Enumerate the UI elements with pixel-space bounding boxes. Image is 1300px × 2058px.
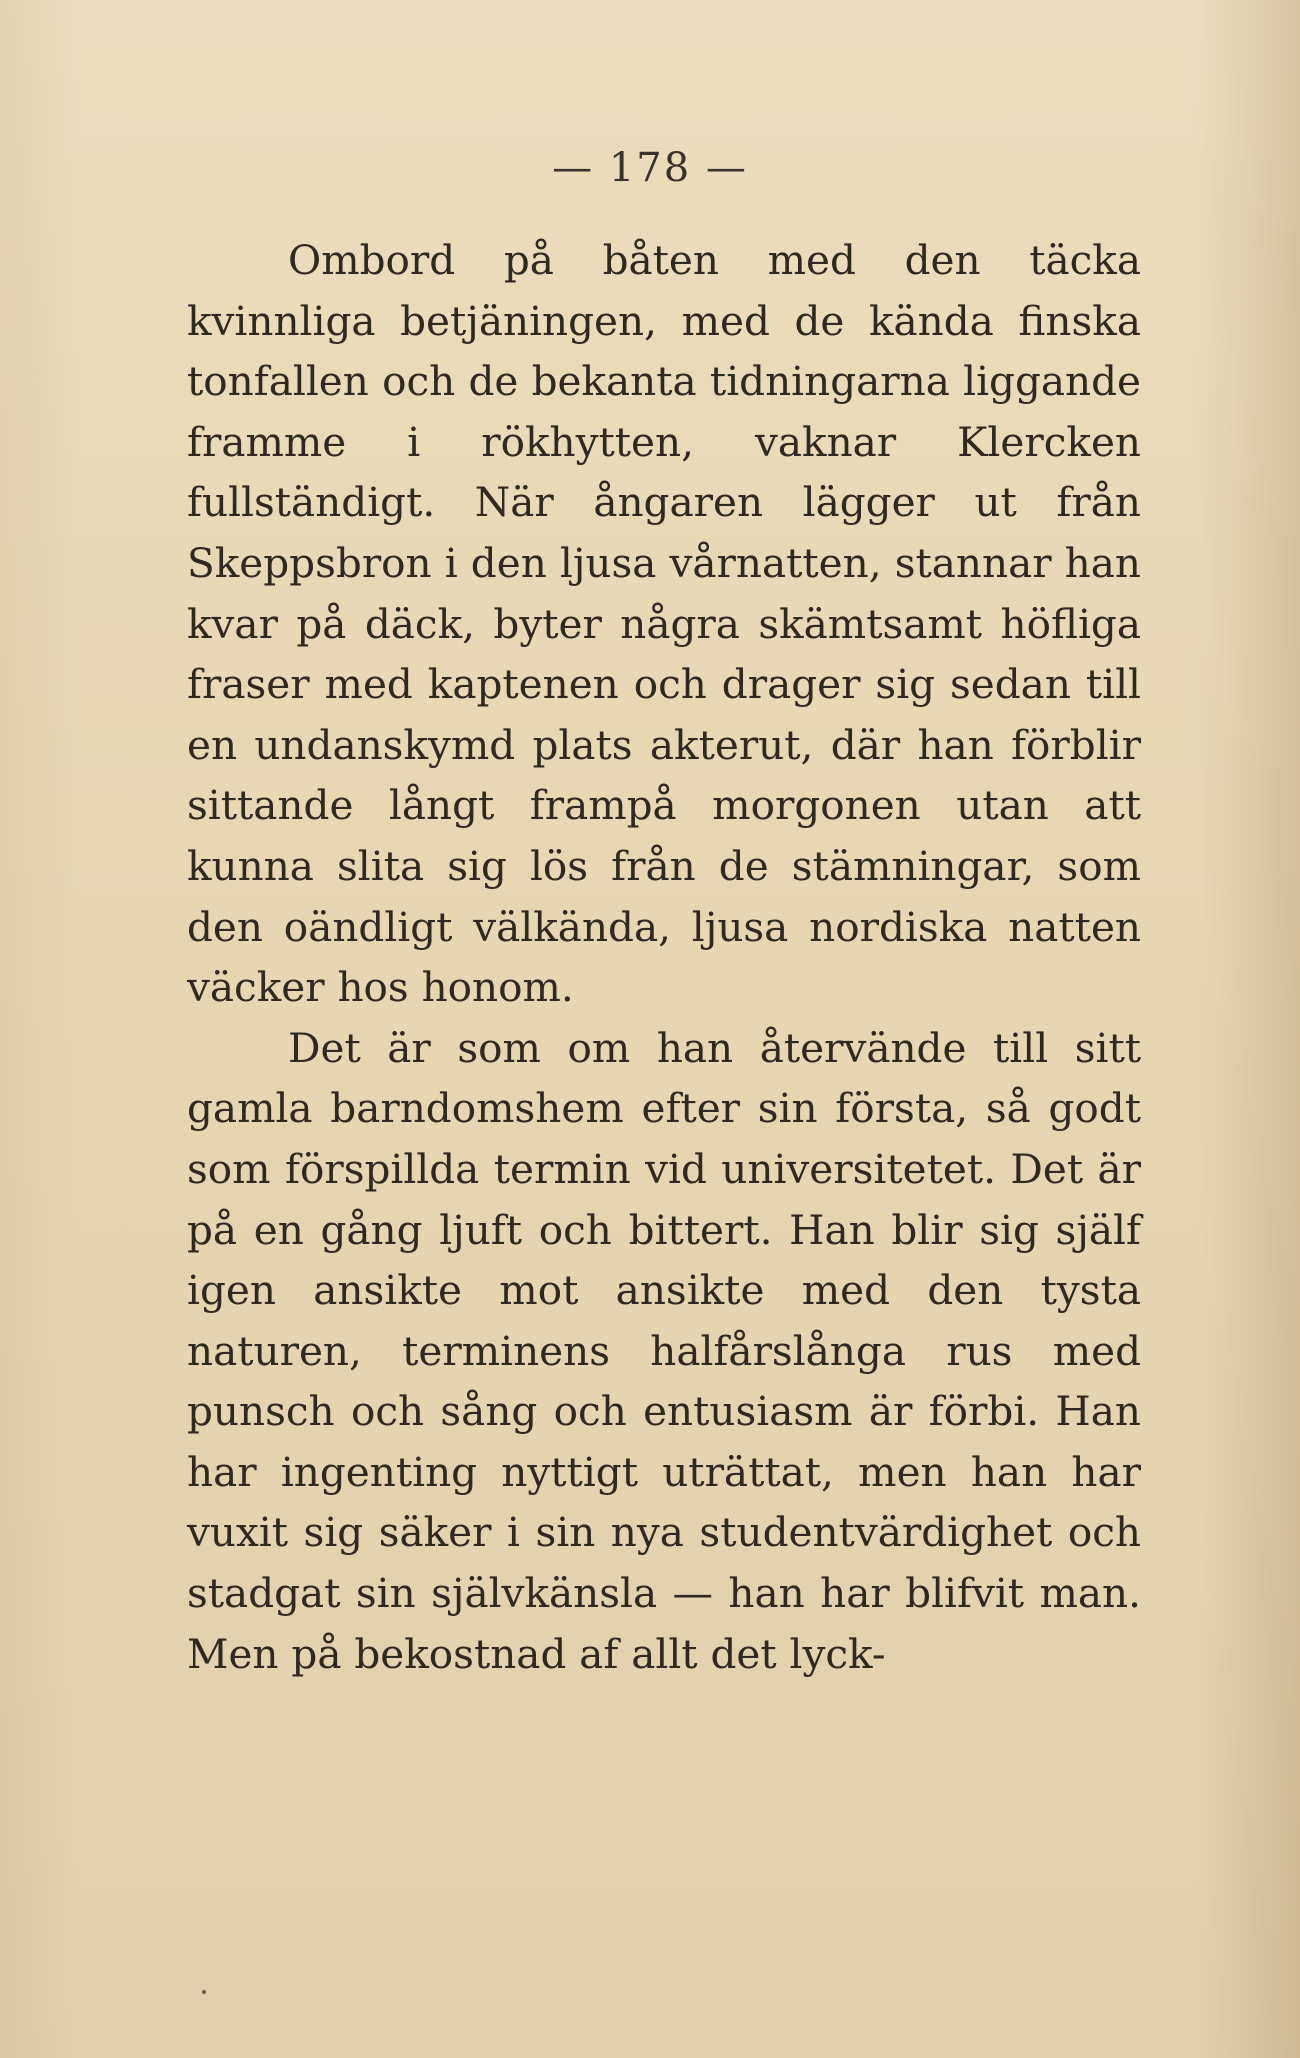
body-text <box>187 230 1141 1684</box>
paper-speck <box>202 1990 206 1994</box>
paragraph-1: Ombord på båten med den täcka kvinnliga betjäningen, med de kända finska tonfallen och de bekanta tidningarna liggande framme i rökhytten, vaknar Klercken fullständigt. När ångaren lägger ut från Skeppsbron i den ljusa vårnatten, stannar han kvar på däck, byter några skämtsamt höfliga fraser med kaptenen och drager sig sedan till en undanskymd plats akterut, där han förblir sittande långt frampå morgonen utan att kunna slita sig lös från de stämningar, som den oändligt välkända, ljusa nordiska natten väcker hos honom. <box>187 236 1141 1012</box>
paragraph-2: Det är som om han återvände till sitt gamla barndomshem efter sin första, så godt som förspillda termin vid universitetet. Det är på en gång ljuft och bittert. Han blir sig själf igen ansikte mot ansikte med den tysta naturen, terminens halfårslånga rus med punsch och sång och entusiasm är förbi. Han har ingenting nyttigt uträttat, men han har vuxit sig säker i sin nya studentvärdighet och stadgat sin självkänsla — han har blifvit man. Men på bekostnad af allt det lyck- <box>187 1023 1141 1678</box>
page-number: — 178 — <box>552 145 748 191</box>
